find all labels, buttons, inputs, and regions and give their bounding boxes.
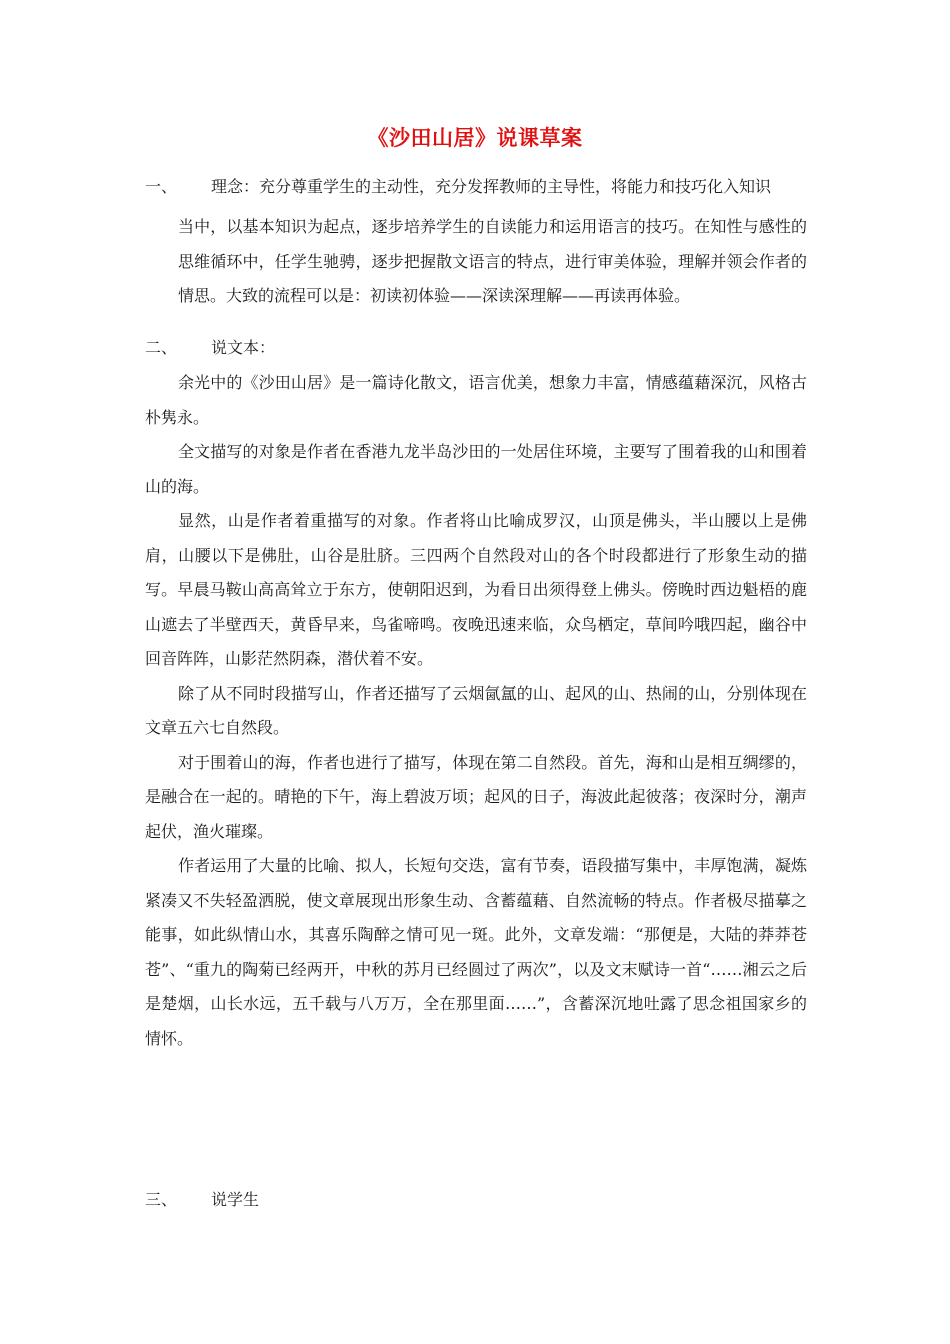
document-title: 《沙田山居》说课草案 [367,126,583,150]
section-3-heading [145,1190,259,1210]
section-number: 二、 [145,338,178,357]
section-label: 说文本： [211,338,276,357]
section-label: 理念： [211,177,260,196]
section-number: 一、 [145,177,178,196]
paragraph: 当中，以基本知识为起点，逐步培养学生的自读能力和运用语言的技巧。在知性与感性的思维循环中，任学生驰骋，逐步把握散文语言的特点，进行审美体验，理解并领会作者的情思。大致的流程可以是：初读初体验——深读深理解——再读再体验。 [178,217,807,305]
paragraph: 除了从不同时段描写山，作者还描写了云烟氤氲的山、起风的山、热闹的山，分别体现在文章五六七自然段。 [145,683,807,737]
paragraph: 对于围着山的海，作者也进行了描写，体现在第二自然段。首先，海和山是相互绸缪的，是融合在一起的。晴艳的下午，海上碧波万顷；起风的日子，海波此起彼落；夜深时分，潮声起伏，渔火璀璨。 [145,752,807,841]
section-1-heading [145,177,771,197]
section-2-body [145,366,807,1056]
paragraph: 显然，山是作者着重描写的对象。作者将山比喻成罗汉，山顶是佛头，半山腰以上是佛肩，山腰以下是佛肚，山谷是肚脐。三四两个自然段对山的各个时段都进行了形象生动的描写。早晨马鞍山高高耸立于东方，使朝阳迟到，为看日出须得登上佛头。傍晚时西边魁梧的鹿山遮去了半壁西天，黄昏早来，鸟雀啼鸣。夜晚迅速来临，众鸟栖定，草间吟哦四起，幽谷中回音阵阵，山影茫然阴森，潜伏着不安。 [145,511,807,668]
paragraph: 作者运用了大量的比喻、拟人，长短句交迭，富有节奏，语段描写集中，丰厚饱满，凝炼紧凑又不失轻盈洒脱，使文章展现出形象生动、含蓄蕴藉、自然流畅的特点。作者极尽描摹之能事，如此纵情山水，其喜乐陶醉之情可见一斑。此外，文章发端：“那便是，大陆的莽莽苍苍”、“重九的陶菊已经两开，中秋的苏月已经圆过了两次”，以及文末赋诗一首“……湘云之后是楚烟，山长水远，五千载与八万万，全在那里面……”，含蓄深沉地吐露了思念祖国家乡的情怀。 [145,856,807,1048]
section-2-heading [145,338,275,358]
paragraph: 余光中的《沙田山居》是一篇诗化散文，语言优美，想象力丰富，情感蕴藉深沉，风格古朴隽永。 [145,373,807,427]
section-1-body [178,210,807,314]
section-number: 三、 [145,1190,178,1209]
paragraph: 全文描写的对象是作者在香港九龙半岛沙田的一处居住环境，主要写了围着我的山和围着山的海。 [145,442,807,496]
section-label: 说学生 [211,1190,260,1209]
section-1-first-line: 充分尊重学生的主动性，充分发挥教师的主导性，将能力和技巧化入知识 [259,177,772,196]
